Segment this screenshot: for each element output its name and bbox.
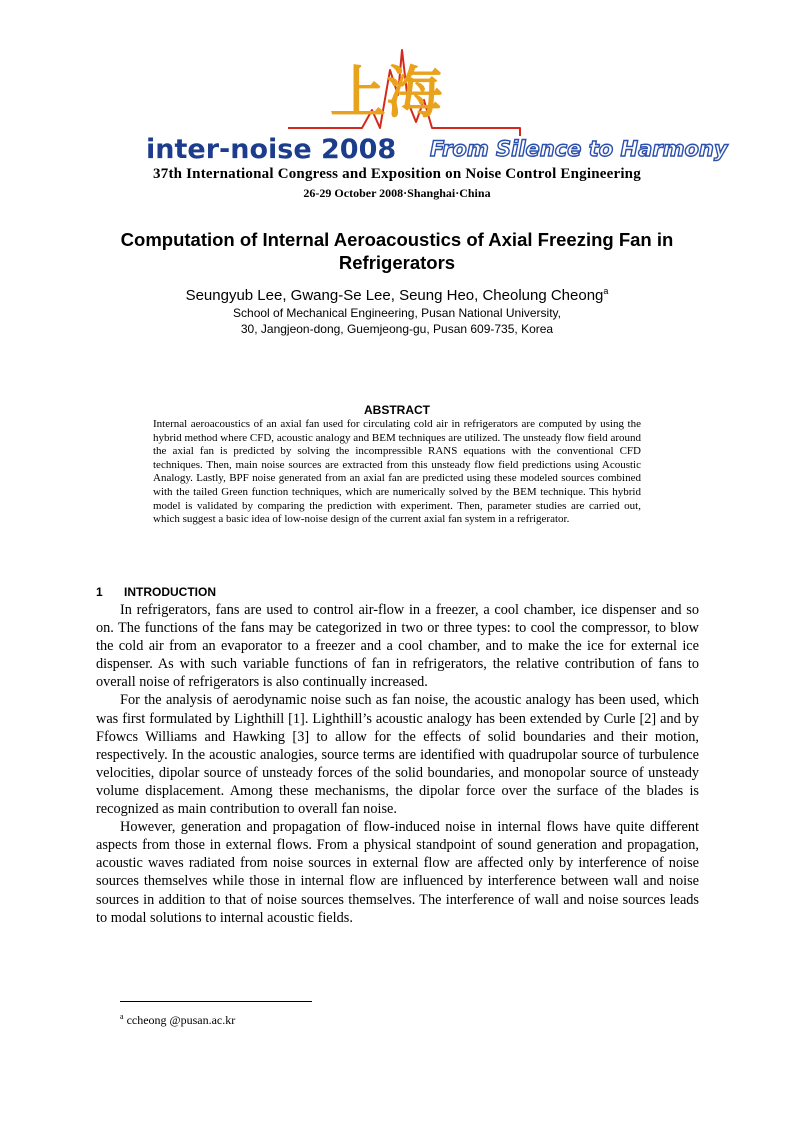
paragraph: However, generation and propagation of flow-induced noise in internal flows have quite different aspects from those in external flows. From a physical standpoint of sound generation and propagation, acoustic waves radiated from noise sources in external flow are affected only by interference of noise sources themselves while those in internal flow are influenced by interference between wall and noise sources in addition to that of noise sources themselves. The interference of wall and noise sources leads to modal solutions to internal acoustic fields. [96, 819, 699, 926]
logo-brand-text: inter-noise 2008 [146, 134, 397, 165]
paragraph: For the analysis of aerodynamic noise such as fan noise, the acoustic analogy has been used, which was first formulated by Lighthill [1]. Lighthill’s acoustic analogy has been extended by Curle [2] and by Ffowcs Williams and Hawking [3] to allow for the effects of solid boundaries and their motion, respectively. In the acoustic analogies, source terms are identified with quadrupolar source of turbulence velocities, dipolar source of unsteady forces of the solid boundaries, and monopolar source of unsteady volume displacement. Among these mechanisms, the dipolar force over the surface of the blades is recognized as main contribution to overall fan noise. [96, 692, 699, 818]
affiliation-line-2: 30, Jangjeon-dong, Guemjeong-gu, Pusan 609-735, Korea [240, 322, 554, 336]
section-number: 1 [96, 585, 103, 599]
footnote-mark: a [120, 1012, 124, 1021]
footnote-divider [120, 1001, 312, 1002]
affiliation-line-1: School of Mechanical Engineering, Pusan National University, [233, 306, 561, 320]
paper-title: Computation of Internal Aeroacoustics of Axial Freezing Fan in Refrigerators [120, 229, 674, 273]
author-footnote-mark: a [603, 286, 609, 296]
author-names: Seungyub Lee, Gwang-Se Lee, Seung Heo, Cheolung Cheong [185, 287, 604, 304]
paragraph: In refrigerators, fans are used to control air-flow in a freezer, a cool chamber, ice dispenser and so on. The functions of the fans may be categorized in two or three types: to cool the compressor, to blow the cold air from an evaporator to a freezer and a cool chamber, and to make the ice for external ice dispenser. As with such variable functions of fan in refrigerators, the relative contribution of fans to overall noise of refrigerators is also continually increased. [96, 602, 699, 691]
section-title: INTRODUCTION [124, 585, 216, 599]
introduction-body [96, 601, 699, 927]
logo-chinese-text: 上海 [330, 61, 442, 126]
abstract-text: Internal aeroacoustics of an axial fan used for circulating cold air in refrigerators are computed by using the hybrid method where CFD, acoustic analogy and BEM techniques are utilized. The unsteady flow field around the axial fan is predicted by solving the incompressible RANS equations with the conventional CFD techniques. Then, main noise sources are extracted from this unsteady flow field predictions using Acoustic Analogy. Lastly, BPF noise generated from an axial fan are predicted using these modeled sources combined with the tailed Green function techniques, which are numerically solved by the BEM technique. This hybrid model is validated by comparing the prediction with experiment. Then, parameter studies are carried out, which suggest a basic idea of low-noise design of the current axial fan system in a refrigerator. [153, 418, 641, 526]
conference-date: 26-29 October 2008·Shanghai·China [303, 186, 491, 200]
logo-slogan-text: From Silence to Harmony [430, 137, 728, 161]
conference-logo [140, 40, 728, 165]
footnote [120, 1012, 235, 1028]
section-heading [96, 585, 216, 599]
abstract-heading: ABSTRACT [364, 403, 430, 417]
affiliation [0, 305, 794, 337]
footnote-email: ccheong @pusan.ac.kr [126, 1013, 236, 1027]
author-list [0, 286, 794, 304]
conference-title: 37th International Congress and Exposition on Noise Control Engineering [153, 166, 641, 182]
